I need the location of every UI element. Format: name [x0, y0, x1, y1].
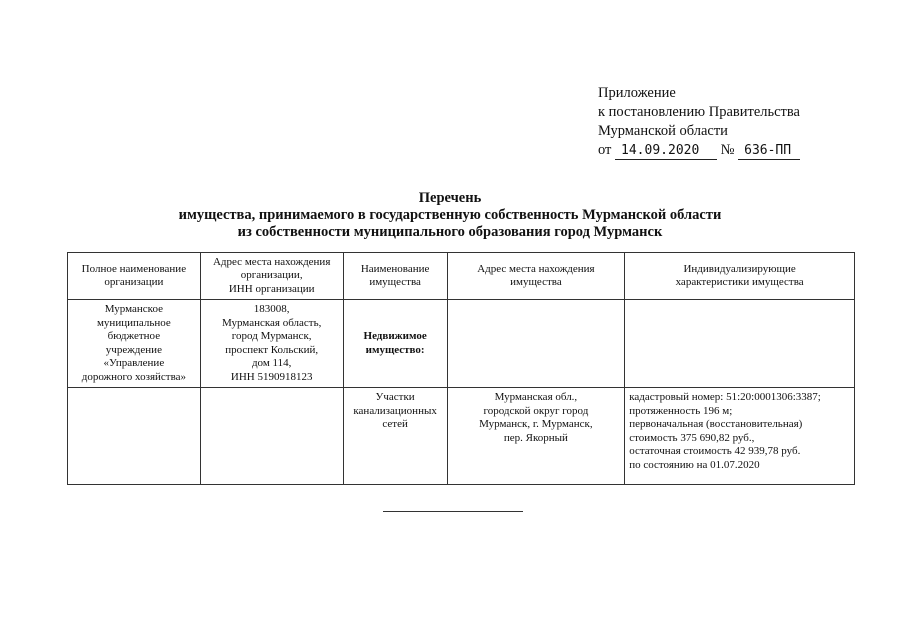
- property-table: [67, 252, 855, 485]
- document-title: [140, 190, 760, 241]
- cell-property-type: Недвижимое имущество:: [343, 300, 447, 388]
- appendix-block: [598, 84, 858, 160]
- cell-org-name: Мурманское муниципальное бюджетное учреждение «Управление дорожного хозяйства»: [68, 300, 201, 388]
- title-line-3: из собственности муниципального образования город Мурманск: [237, 224, 663, 240]
- header-org-name: Полное наименование организации: [68, 253, 201, 300]
- appendix-date-line: [598, 141, 858, 160]
- appendix-line-3: Мурманской области: [598, 123, 728, 139]
- title-line-2: имущества, принимаемого в государственную собственность Мурманской области: [178, 207, 722, 223]
- header-org-address: Адрес места нахождения организации, ИНН организации: [200, 253, 343, 300]
- appendix-number-label: №: [720, 142, 735, 158]
- appendix-number: 636-ПП: [738, 143, 800, 160]
- table-row: [68, 300, 855, 388]
- cell-property-name: Участки канализационных сетей: [343, 388, 447, 485]
- appendix-line-1: Приложение: [598, 85, 676, 101]
- cell-org-address: 183008, Мурманская область, город Мурманск, проспект Кольский, дом 114, ИНН 5190918123: [200, 300, 343, 388]
- cell-characteristics: [625, 300, 855, 388]
- cell-characteristics: кадастровый номер: 51:20:0001306:3387; протяженность 196 м; первоначальная (восстановительная) стоимость 375 690,82 руб., остаточная стоимость 42 939,78 руб. по состоянию на 01.07.2020: [625, 388, 855, 485]
- cell-property-address: Мурманская обл., городской округ город Мурманск, г. Мурманск, пер. Якорный: [447, 388, 625, 485]
- appendix-line-2: к постановлению Правительства: [598, 104, 800, 120]
- cell-org-name: [68, 388, 201, 485]
- table-row: [68, 388, 855, 485]
- appendix-date: 14.09.2020: [615, 143, 717, 160]
- table-header-row: [68, 253, 855, 300]
- header-property-name: Наименование имущества: [343, 253, 447, 300]
- header-property-address: Адрес места нахождения имущества: [447, 253, 625, 300]
- appendix-from-label: от: [598, 142, 612, 158]
- cell-property-address: [447, 300, 625, 388]
- title-line-1: Перечень: [418, 190, 482, 206]
- header-characteristics: Индивидуализирующие характеристики имущества: [625, 253, 855, 300]
- closing-rule: [383, 511, 523, 512]
- cell-org-address: [200, 388, 343, 485]
